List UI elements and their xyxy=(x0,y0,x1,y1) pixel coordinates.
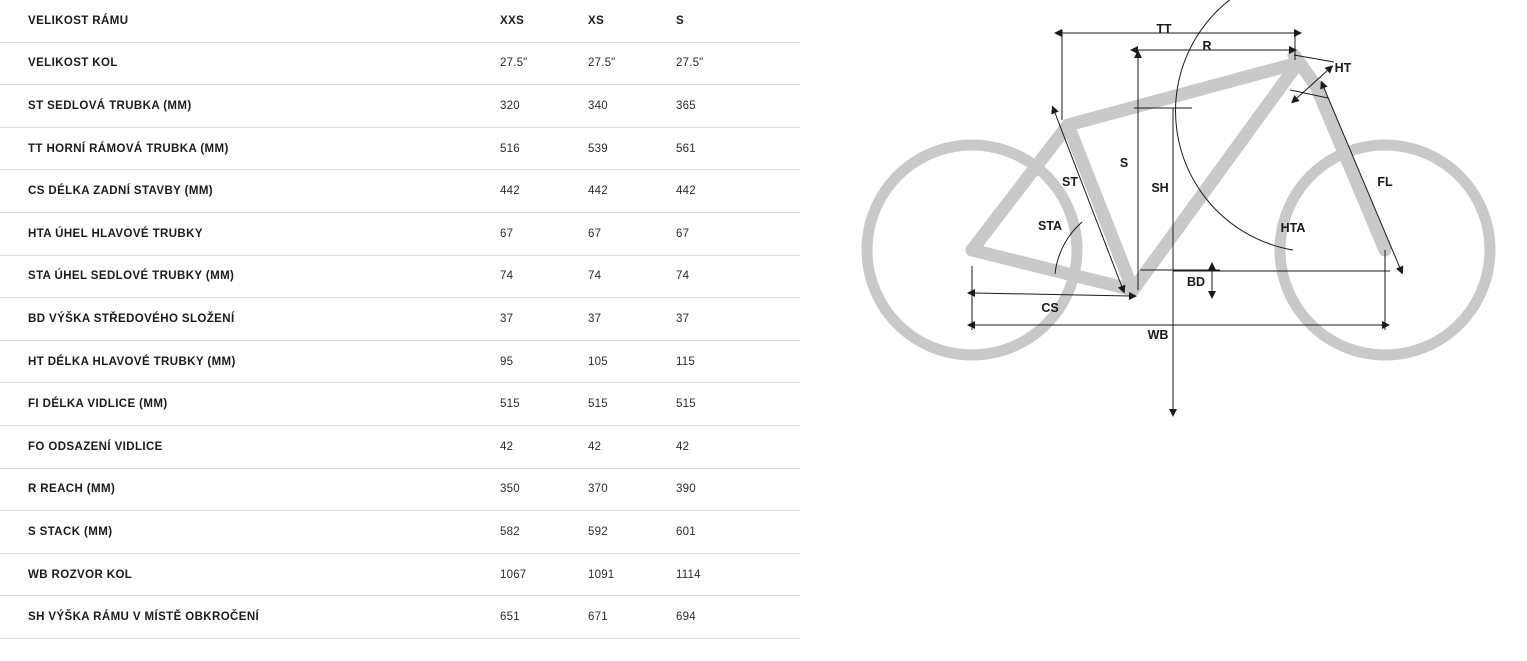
table-row xyxy=(0,383,800,426)
row-label: ST SEDLOVÁ TRUBKA (MM) xyxy=(28,99,192,112)
label-r: R xyxy=(1202,39,1212,53)
row-label: CS DÉLKA ZADNÍ STAVBY (MM) xyxy=(28,185,214,198)
label-hta: HTA xyxy=(1280,221,1306,235)
row-value-s: 115 xyxy=(676,355,695,368)
row-value-xxs: 651 xyxy=(500,611,520,624)
table-row xyxy=(0,128,800,171)
row-label: R REACH (MM) xyxy=(28,483,116,496)
row-label: HT DÉLKA HLAVOVÉ TRUBKY (MM) xyxy=(28,355,236,368)
label-sh: SH xyxy=(1151,181,1169,195)
chain-stay xyxy=(972,250,1133,290)
row-value-xxs: 442 xyxy=(500,185,520,198)
row-value-s: 67 xyxy=(676,227,690,240)
row-value-xxs: 95 xyxy=(500,355,514,368)
row-value-s: 561 xyxy=(676,142,696,155)
label-st: ST xyxy=(1062,175,1078,189)
row-value-xs: 340 xyxy=(588,99,608,112)
row-value-xs: 42 xyxy=(588,440,602,453)
row-value-xxs: 1067 xyxy=(500,568,527,581)
column-header-xs: XS xyxy=(588,14,605,27)
row-value-xs: 442 xyxy=(588,185,608,198)
label-tt: TT xyxy=(1156,22,1172,36)
label-cs: CS xyxy=(1041,301,1059,315)
row-value-s: 365 xyxy=(676,99,696,112)
label-wb: WB xyxy=(1147,328,1169,342)
row-value-xs: 74 xyxy=(588,270,602,283)
table-row xyxy=(0,298,800,341)
row-value-xxs: 37 xyxy=(500,312,514,325)
row-value-xxs: 320 xyxy=(500,99,520,112)
label-ht: HT xyxy=(1334,61,1352,75)
row-label: SH VÝŠKA RÁMU V MÍSTĚ OBKROČENÍ xyxy=(28,611,260,624)
table-row xyxy=(0,85,800,128)
row-value-xxs: 516 xyxy=(500,142,520,155)
row-value-xxs: 27.5" xyxy=(500,57,528,70)
table-row xyxy=(0,426,800,469)
row-value-xs: 37 xyxy=(588,312,602,325)
table-row xyxy=(0,469,800,512)
row-label: STA ÚHEL SEDLOVÉ TRUBKY (MM) xyxy=(28,270,235,283)
row-value-s: 390 xyxy=(676,483,696,496)
row-value-xxs: 350 xyxy=(500,483,520,496)
row-value-xxs: 515 xyxy=(500,398,520,411)
row-value-s: 601 xyxy=(676,525,696,538)
row-value-xs: 105 xyxy=(588,355,608,368)
table-row xyxy=(0,341,800,384)
table-row xyxy=(0,554,800,597)
row-value-s: 1114 xyxy=(676,568,701,581)
row-value-xs: 370 xyxy=(588,483,608,496)
row-value-s: 42 xyxy=(676,440,690,453)
row-value-xxs: 67 xyxy=(500,227,514,240)
row-value-xxs: 42 xyxy=(500,440,514,453)
table-row xyxy=(0,511,800,554)
row-value-xs: 67 xyxy=(588,227,602,240)
column-header-xxs: XXS xyxy=(500,14,525,27)
row-label: BD VÝŠKA STŘEDOVÉHO SLOŽENÍ xyxy=(28,312,235,325)
label-fl: FL xyxy=(1377,175,1393,189)
wheels-group xyxy=(867,145,1490,355)
row-value-xxs: 74 xyxy=(500,270,514,283)
row-value-xs: 1091 xyxy=(588,568,615,581)
column-header-frame-size: VELIKOST RÁMU xyxy=(28,14,129,27)
row-value-s: 74 xyxy=(676,270,690,283)
row-value-s: 515 xyxy=(676,398,696,411)
row-value-xs: 515 xyxy=(588,398,608,411)
row-value-xs: 539 xyxy=(588,142,608,155)
row-label: VELIKOST KOL xyxy=(28,57,118,70)
row-value-s: 442 xyxy=(676,185,696,198)
label-s: S xyxy=(1119,156,1129,170)
row-label: WB ROZVOR KOL xyxy=(28,568,133,581)
table-row xyxy=(0,213,800,256)
cs-dimension-line xyxy=(975,293,1130,296)
row-label: HTA ÚHEL HLAVOVÉ TRUBKY xyxy=(28,227,203,240)
frame-group xyxy=(972,55,1385,290)
row-value-xs: 27.5" xyxy=(588,57,616,70)
table-header-row xyxy=(0,0,800,43)
row-label: TT HORNÍ RÁMOVÁ TRUBKA (MM) xyxy=(28,142,229,155)
row-value-s: 27.5" xyxy=(676,57,704,70)
label-bd: BD xyxy=(1186,275,1206,289)
bicycle-geometry-diagram xyxy=(800,0,1527,661)
row-value-xs: 671 xyxy=(588,611,608,624)
label-sta: STA xyxy=(1037,219,1063,233)
row-value-s: 694 xyxy=(676,611,696,624)
row-value-xs: 592 xyxy=(588,525,608,538)
table-row xyxy=(0,170,800,213)
row-value-xxs: 582 xyxy=(500,525,520,538)
table-row xyxy=(0,256,800,299)
table-row xyxy=(0,43,800,86)
row-label: FI DÉLKA VIDLICE (MM) xyxy=(28,398,168,411)
row-value-s: 37 xyxy=(676,312,690,325)
row-label: S STACK (MM) xyxy=(28,525,113,538)
column-header-s: S xyxy=(676,14,685,27)
table-row xyxy=(0,596,800,639)
row-label: FO ODSAZENÍ VIDLICE xyxy=(28,440,163,453)
